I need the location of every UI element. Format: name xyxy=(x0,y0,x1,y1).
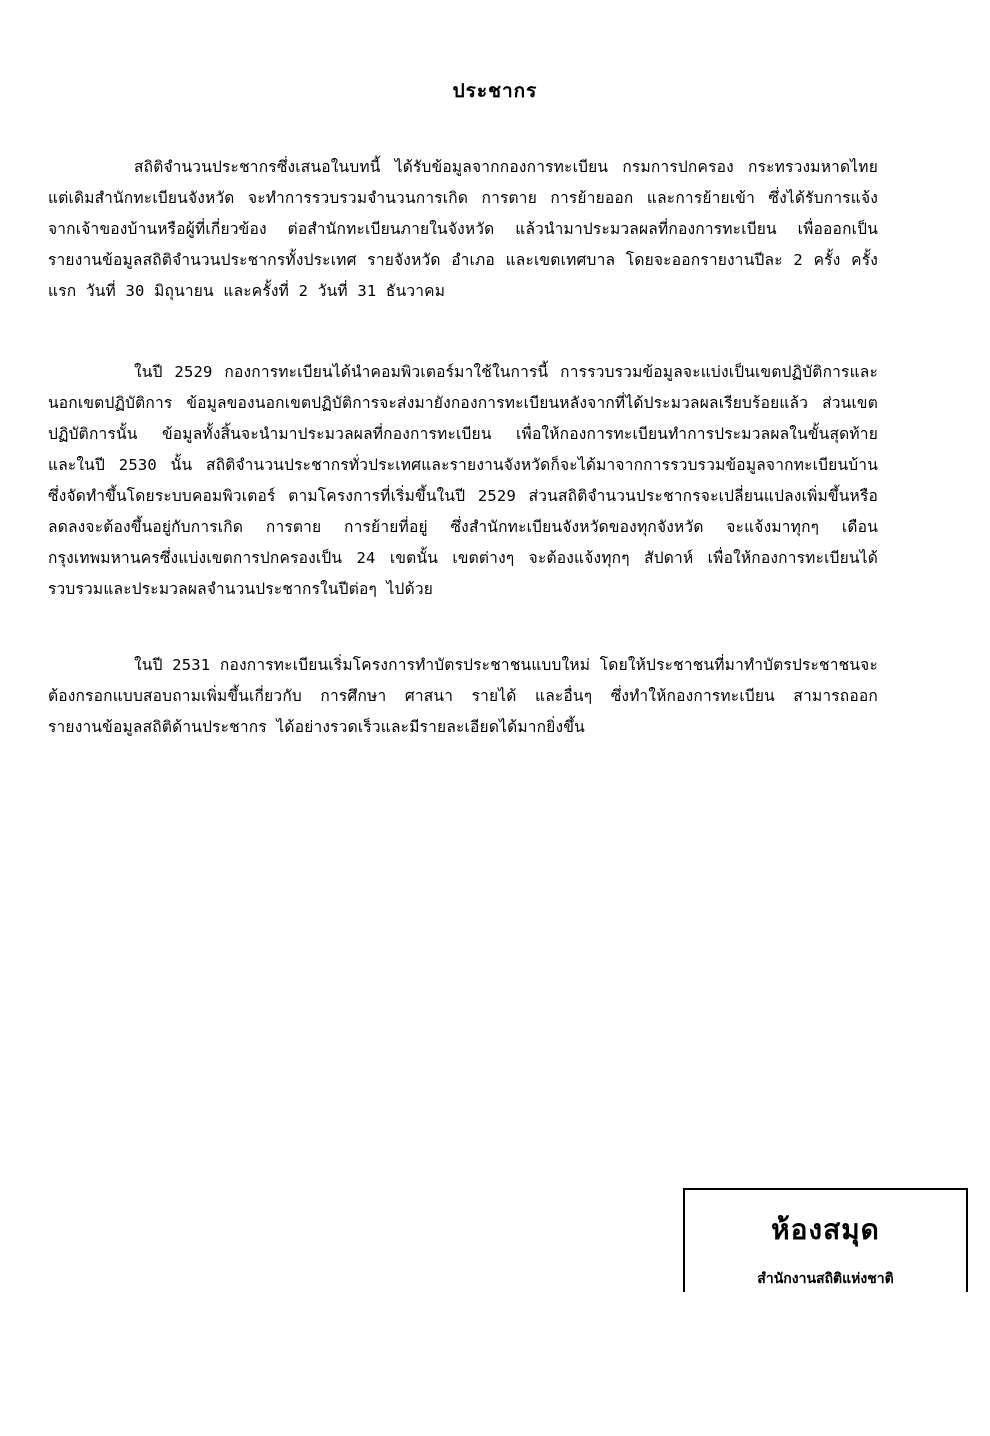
paragraph-3: ในปี 2531 กองการทะเบียนเริ่มโครงการทำบัตรประชาชนแบบใหม่ โดยให้ประชาชนที่มาทำบัตรประชาชนจะต้องกรอกแบบสอบถามเพิ่มขึ้นเกี่ยวกับ การศึกษา ศาสนา รายได้ และอื่นๆ ซึ่งทำให้กองการทะเบียน สามารถออกรายงานข้อมูลสถิติด้านประชากร ได้อย่างรวดเร็วและมีรายละเอียดได้มากยิ่งขึ้น xyxy=(48,655,878,736)
stamp-title: ห้องสมุด xyxy=(771,1213,880,1246)
stamp-subtitle: สำนักงานสถิติแห่งชาติ xyxy=(757,1271,894,1287)
paragraph-1: สถิติจำนวนประชากรซึ่งเสนอในบทนี้ ได้รับข้อมูลจากกองการทะเบียน กรมการปกครอง กระทรวงมหาดไทย แต่เดิมสำนักทะเบียนจังหวัด จะทำการรวบรวมจำนวนการเกิด การตาย การย้ายออก และการย้ายเข้า ซึ่งได้รับการแจ้งจากเจ้าของบ้านหรือผู้ที่เกี่ยวข้อง ต่อสำนักทะเบียนภายในจังหวัด แล้วนำมาประมวลผลที่กองการทะเบียน เพื่อออกเป็นรายงานข้อมูลสถิติจำนวนประชากรทั้งประเทศ รายจังหวัด อำเภอ และเขตเทศบาล โดยจะออกรายงานปีละ 2 ครั้ง ครั้งแรก วันที่ 30 มิถุนายน และครั้งที่ 2 วันที่ 31 ธันวาคม xyxy=(48,157,878,300)
paragraph-2: ในปี 2529 กองการทะเบียนได้นำคอมพิวเตอร์มาใช้ในการนี้ การรวบรวมข้อมูลจะแบ่งเป็นเขตปฏิบัติการและนอกเขตปฏิบัติการ ข้อมูลของนอกเขตปฏิบัติการจะส่งมายังกองการทะเบียนหลังจากที่ได้ประมวลผลเรียบร้อยแล้ว ส่วนเขตปฏิบัติการนั้น ข้อมูลทั้งสิ้นจะนำมาประมวลผลที่กองการทะเบียน เพื่อให้กองการทะเบียนทำการประมวลผลในขั้นสุดท้าย และในปี 2530 นั้น สถิติจำนวนประชากรทั่วประเทศและรายงานจังหวัดก็จะได้มาจากการรวบรวมข้อมูลจากทะเบียนบ้าน ซึ่งจัดทำขึ้นโดยระบบคอมพิวเตอร์ ตามโครงการที่เริ่มขึ้นในปี 2529 ส่วนสถิติจำนวนประชากรจะเปลี่ยนแปลงเพิ่มขึ้นหรือลดลงจะต้องขึ้นอยู่กับการเกิด การตาย การย้ายที่อยู่ ซึ่งสำนักทะเบียนจังหวัดของทุกจังหวัด จะแจ้งมาทุกๆ เดือน กรุงเทพมหานครซึ่งแบ่งเขตการปกครองเป็น 24 เขตนั้น เขตต่างๆ จะต้องแจ้งทุกๆ สัปดาห์ เพื่อให้กองการทะเบียนได้รวบรวมและประมวลผลจำนวนประชากรในปีต่อๆ ไปด้วย xyxy=(48,362,878,598)
page-title: ประชากร xyxy=(452,80,538,102)
library-stamp xyxy=(683,1188,968,1292)
